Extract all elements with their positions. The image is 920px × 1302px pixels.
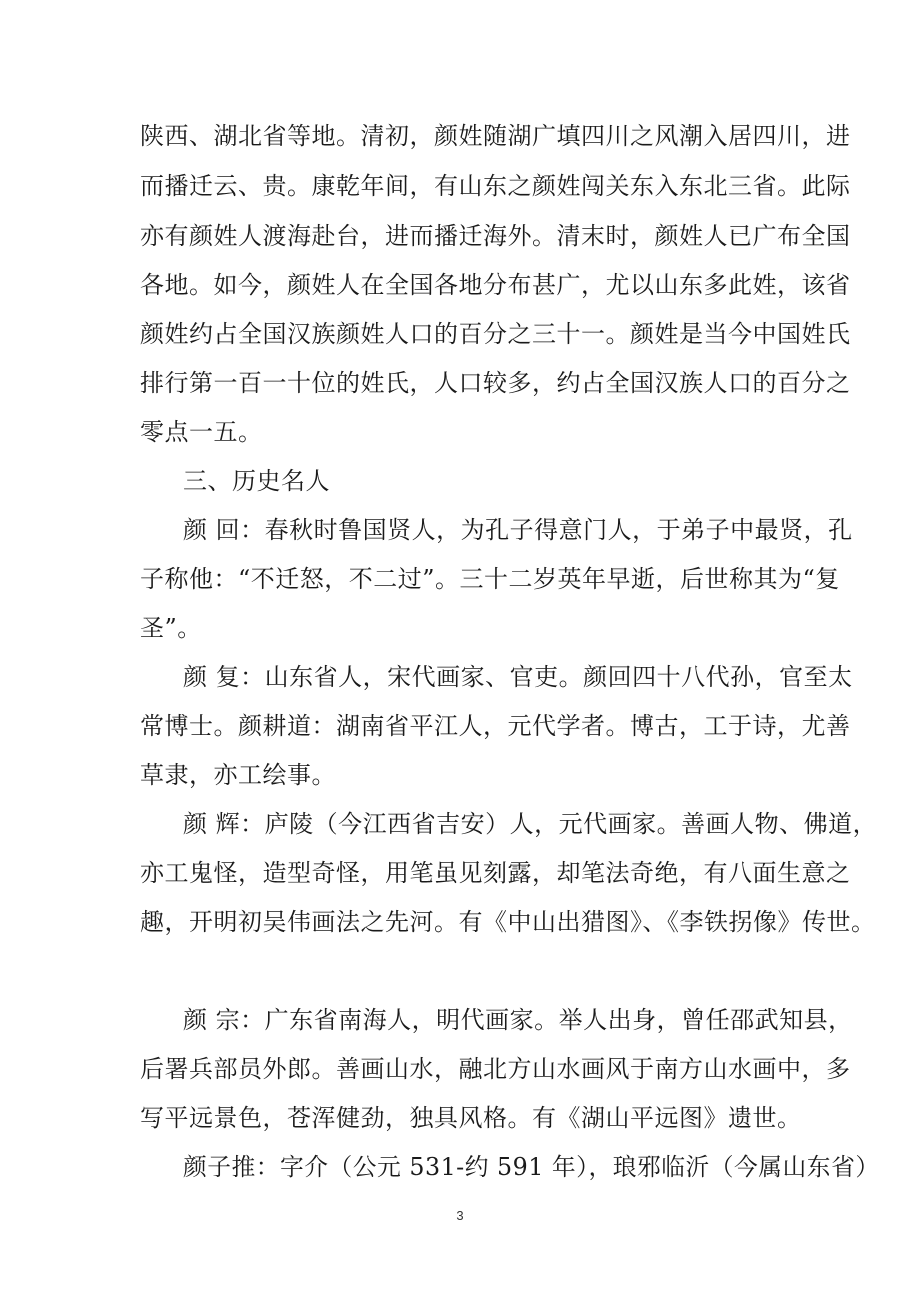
text-line: 颜 回：春秋时鲁国贤人，为孔子得意门人，于弟子中最贤，孔 [183,516,853,544]
text-line: 颜 辉：庐陵（今江西省吉安）人，元代画家。善画人物、佛道， [183,810,878,838]
text-line: 而播迁云、贵。康乾年间，有山东之颜姓闯关东入东北三省。此际 [140,172,851,200]
text-line: 陕西、湖北省等地。清初，颜姓随湖广填四川之风潮入居四川，进 [140,122,851,150]
section-heading: 三、历史名人 [183,467,330,495]
text-line: 趣，开明初吴伟画法之先河。有《中山出猎图》、《李铁拐像》传世。 [140,908,876,936]
text-line: 子称他：“不迁怒，不二过”。三十二岁英年早逝，后世称其为“复 [140,565,840,593]
text-line: 颜 复：山东省人，宋代画家、官吏。颜回四十八代孙，官至太 [183,663,853,691]
text-line: 亦有颜姓人渡海赴台，进而播迁海外。清末时，颜姓人已广布全国 [140,222,851,250]
text-line: 草隶，亦工绘事。 [140,761,336,789]
text-line: 颜 宗：广东省南海人，明代画家。举人出身，曾任邵武知县， [183,1006,853,1034]
text-line: 颜姓约占全国汉族颜姓人口的百分之三十一。颜姓是当今中国姓氏 [140,320,851,348]
text-line: 后署兵部员外郎。善画山水，融北方山水画风于南方山水画中，多 [140,1055,851,1083]
text-line: 零点一五。 [140,418,263,446]
text-line: 写平远景色，苍浑健劲，独具风格。有《湖山平远图》遗世。 [140,1104,802,1132]
text-line: 圣”。 [140,614,202,642]
text-line: 常博士。颜耕道：湖南省平江人，元代学者。博古，工于诗，尤善 [140,712,851,740]
text-line: 亦工鬼怪，造型奇怪，用笔虽见刻露，却笔法奇绝，有八面生意之 [140,859,851,887]
text-line: 颜子推：字介（公元 531-约 591 年），琅邪临沂（今属山东省） [183,1153,880,1181]
text-line: 排行第一百一十位的姓氏，人口较多，约占全国汉族人口的百分之 [140,369,851,397]
text-line: 各地。如今，颜姓人在全国各地分布甚广，尤以山东多此姓，该省 [140,271,851,299]
page-number: 3 [456,1208,464,1223]
